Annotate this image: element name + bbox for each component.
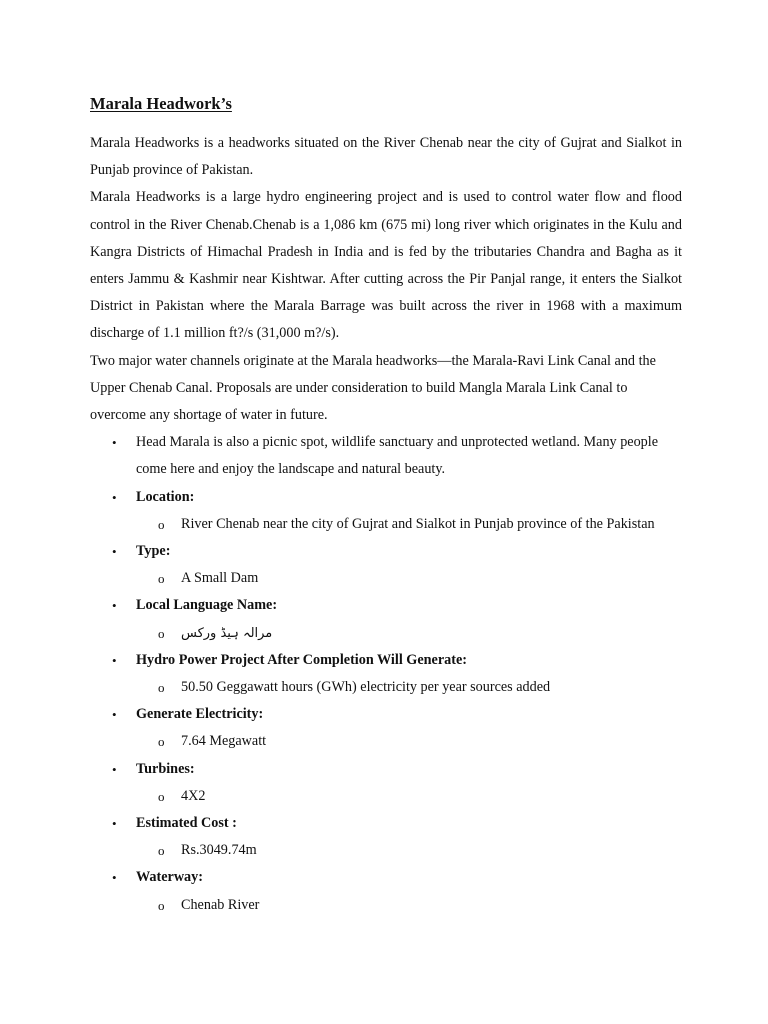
sub-item-text: 50.50 Geggawatt hours (GWh) electricity per year sources added: [181, 679, 551, 696]
bullet-label: Type:: [136, 543, 171, 560]
sub-item-text: 4X2: [181, 787, 206, 804]
bullet-icon: •: [112, 870, 117, 886]
bullet-label: Estimated Cost :: [136, 815, 237, 832]
sub-list: [136, 837, 682, 864]
circle-bullet-icon: o: [158, 843, 165, 859]
list-item-type: [90, 538, 682, 592]
sub-list-item: [90, 511, 682, 538]
circle-bullet-icon: o: [158, 516, 165, 532]
sub-list: [136, 511, 682, 538]
circle-bullet-icon: o: [158, 897, 165, 913]
bullet-icon: •: [112, 598, 117, 614]
sub-item-text: River Chenab near the city of Gujrat and Sialkot in Punjab province of the Pakistan: [181, 515, 655, 532]
sub-item-text-urdu: مرالہ ہیڈ ورکس: [181, 625, 273, 641]
sub-list: [136, 674, 682, 701]
sub-list-item: [90, 837, 682, 864]
list-item-picnic: [90, 429, 682, 483]
bullet-label: Hydro Power Project After Completion Will Generate:: [136, 651, 467, 668]
circle-bullet-icon: o: [158, 571, 165, 587]
bullet-icon: •: [112, 761, 117, 777]
sub-list: [136, 565, 682, 592]
circle-bullet-icon: o: [158, 680, 165, 696]
sub-list-item: [90, 783, 682, 810]
bullet-label: Waterway:: [136, 869, 203, 886]
list-item-location: [90, 484, 682, 538]
sub-list: [136, 728, 682, 755]
bullet-label: Location:: [136, 488, 195, 505]
bullet-text: Head Marala is also a picnic spot, wildlife sanctuary and unprotected wetland. Many people come here and enjoy the landscape and natural beauty.: [136, 434, 659, 478]
paragraph-project: Marala Headworks is a large hydro engineering project and is used to control water flow and flood control in the River Chenab.Chenab is a 1,086 km (675 mi) long river which originates in the Kulu and Kangra Districts of Himachal Pradesh in India and is fed by the tributaries Chandra and Bagha as it enters Jammu & Kashmir near Kishtwar. After cutting across the Pir Panjal range, it enters the Sialkot District in Pakistan where the Marala Barrage was built across the river in 1968 with a maximum discharge of 1.1 million ft?/s (31,000 m?/s).: [90, 189, 682, 342]
bullet-icon: •: [112, 707, 117, 723]
list-item-turbines: [90, 756, 682, 810]
paragraph-channels: Two major water channels originate at the Marala headworks—the Marala-Ravi Link Canal and the Upper Chenab Canal. Proposals are under consideration to build Mangla Marala Link Canal to overcome any shortage of water in future.: [90, 352, 656, 424]
sub-list: [136, 892, 682, 919]
list-item-local-name: [90, 592, 682, 646]
circle-bullet-icon: o: [158, 788, 165, 804]
bullet-label: Generate Electricity:: [136, 706, 264, 723]
list-item-waterway: [90, 864, 682, 918]
bullet-icon: •: [112, 652, 117, 668]
list-item-hydro-power: [90, 647, 682, 701]
sub-list: [136, 783, 682, 810]
list-item-generate-electricity: [90, 701, 682, 755]
sub-item-text: A Small Dam: [181, 570, 259, 587]
sub-list-item: [90, 620, 682, 647]
sub-item-text: 7.64 Megawatt: [181, 733, 267, 750]
bullet-label: Turbines:: [136, 760, 195, 777]
paragraph-intro: Marala Headworks is a headworks situated on the River Chenab near the city of Gujrat and Sialkot in Punjab province of Pakistan.: [90, 135, 682, 179]
bullet-icon: •: [112, 489, 117, 505]
sub-list-item: [90, 892, 682, 919]
sub-list-item: [90, 674, 682, 701]
document-page: [90, 93, 682, 919]
sub-list-item: [90, 565, 682, 592]
circle-bullet-icon: o: [158, 625, 165, 641]
bullet-label: Local Language Name:: [136, 597, 278, 614]
circle-bullet-icon: o: [158, 734, 165, 750]
list-item-estimated-cost: [90, 810, 682, 864]
bullet-icon: •: [112, 435, 117, 451]
sub-list: [136, 620, 682, 647]
sub-item-text: Rs.3049.74m: [181, 842, 257, 859]
bullet-icon: •: [112, 816, 117, 832]
document-title: Marala Headwork’s: [90, 94, 232, 113]
sub-item-text: Chenab River: [181, 896, 260, 913]
fact-list: [90, 429, 682, 919]
bullet-icon: •: [112, 544, 117, 560]
sub-list-item: [90, 728, 682, 755]
